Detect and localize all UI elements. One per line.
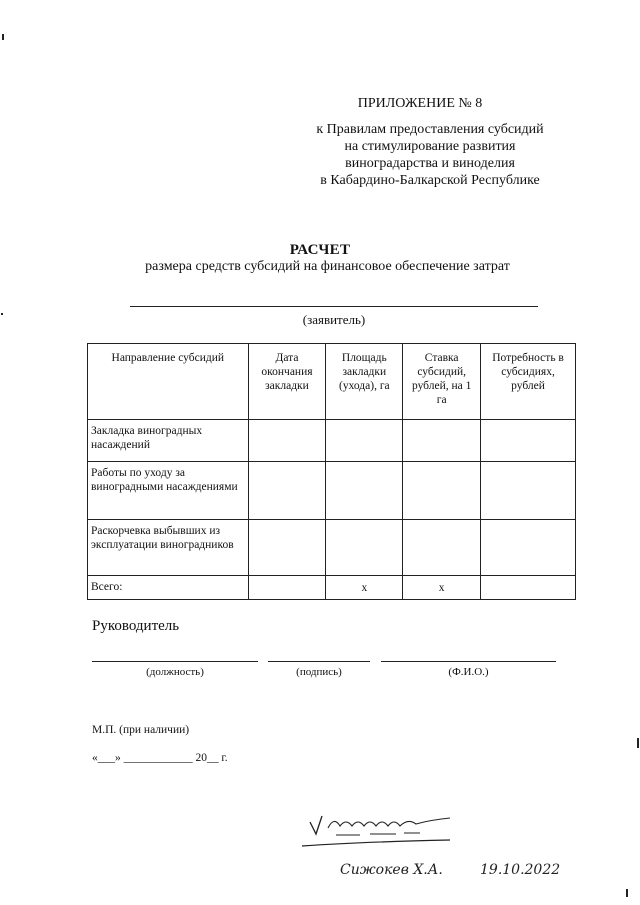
- row-label-uprooting: Раскорчевка выбывших из эксплуатации виноградников: [88, 520, 249, 576]
- table-cell: [481, 520, 576, 576]
- table-row: [88, 462, 576, 520]
- table-cell: x: [326, 576, 403, 600]
- appendix-reference: [300, 121, 560, 189]
- table-header-row: [88, 344, 576, 420]
- header-rate: Ставка субсидий, рублей, на 1 га: [403, 344, 481, 420]
- name-caption: (Ф.И.О.): [448, 666, 489, 678]
- table-row: [88, 520, 576, 576]
- table-cell: [248, 520, 326, 576]
- table-cell: [326, 462, 403, 520]
- document-subtitle: размера средств субсидий на финансовое обеспечение затрат: [145, 259, 510, 274]
- scan-edge-mark: [2, 34, 4, 40]
- appendix-line-4: в Кабардино-Балкарской Республике: [320, 173, 540, 188]
- head-label: Руководитель: [92, 618, 180, 634]
- header-end-date: Дата окончания закладки: [248, 344, 326, 420]
- appendix-line-2: на стимулирование развития: [344, 139, 516, 154]
- appendix-title: ПРИЛОЖЕНИЕ № 8: [357, 96, 483, 111]
- table-cell: [481, 462, 576, 520]
- subsidy-calculation-table: [87, 343, 576, 600]
- handwritten-approval-date: 19.10.2022: [480, 862, 561, 878]
- signature-line: [268, 661, 370, 662]
- table-cell: [248, 576, 326, 600]
- applicant-field-line: [130, 306, 538, 307]
- signature-caption: (подпись): [296, 666, 342, 678]
- table-cell: [248, 462, 326, 520]
- row-label-total: Всего:: [88, 576, 249, 600]
- table-cell: [326, 420, 403, 462]
- table-cell: x: [403, 576, 481, 600]
- scan-edge-mark: [637, 738, 639, 748]
- scan-edge-mark: [626, 889, 628, 897]
- table-row: [88, 420, 576, 462]
- table-cell: [248, 420, 326, 462]
- table-cell: [403, 462, 481, 520]
- row-label-planting: Закладка виноградных насаждений: [88, 420, 249, 462]
- handwritten-approver-name: Сижокев Х.А.: [340, 862, 443, 878]
- header-area: Площадь закладки (ухода), га: [326, 344, 403, 420]
- table-cell: [481, 420, 576, 462]
- table-row-total: [88, 576, 576, 600]
- document-title: РАСЧЕТ: [289, 242, 351, 258]
- position-line: [92, 661, 258, 662]
- header-direction: Направление субсидий: [88, 344, 249, 420]
- row-label-care: Работы по уходу за виноградными насаждениями: [88, 462, 249, 520]
- name-line: [381, 661, 556, 662]
- position-caption: (должность): [146, 666, 204, 678]
- scan-edge-mark: [1, 313, 3, 315]
- appendix-line-1: к Правилам предоставления субсидий: [316, 122, 544, 137]
- appendix-line-3: виноградарства и виноделия: [345, 156, 515, 171]
- table-cell: [403, 420, 481, 462]
- table-cell: [326, 520, 403, 576]
- table-cell: [403, 520, 481, 576]
- table-cell: [481, 576, 576, 600]
- date-line: «___» ____________ 20__ г.: [92, 752, 228, 764]
- handwritten-signature-mark: [300, 808, 470, 853]
- stamp-label: М.П. (при наличии): [92, 724, 190, 736]
- header-requirement: Потребность в субсидиях, рублей: [481, 344, 576, 420]
- applicant-caption: (заявитель): [302, 312, 366, 327]
